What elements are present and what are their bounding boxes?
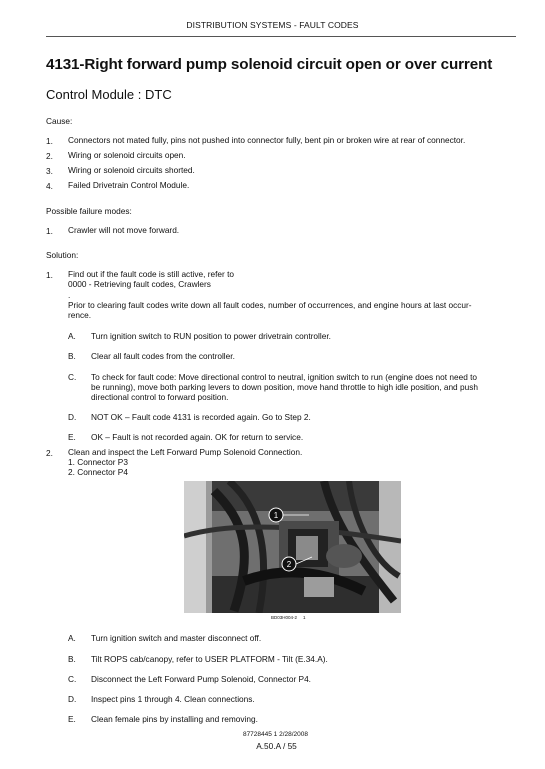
figure-caption bbox=[271, 615, 306, 620]
footer-doc-code: 87728445 1 2/28/2008 bbox=[242, 731, 309, 738]
step2-num: 2. bbox=[46, 448, 53, 458]
step2-sub-b-letter: B. bbox=[68, 654, 76, 664]
step2-line1: Clean and inspect the Left Forward Pump Solenoid Connection. bbox=[68, 447, 303, 457]
step2-line2: 1. Connector P3 bbox=[68, 457, 128, 467]
step1-sub-d-text: NOT OK – Fault code 4131 is recorded again. Go to Step 2. bbox=[91, 412, 311, 422]
header-rule bbox=[46, 36, 516, 37]
step2-line3: 2. Connector P4 bbox=[68, 467, 128, 477]
step1-reference-link[interactable]: 0000 - Retrieving fault codes, Crawlers bbox=[68, 279, 211, 289]
failure-item-1-num: 1. bbox=[46, 226, 53, 236]
step1-sub-b-letter: B. bbox=[68, 351, 76, 361]
step1-sub-a-letter: A. bbox=[68, 331, 76, 341]
step1-sub-e-text: OK – Fault is not recorded again. OK for return to service. bbox=[91, 432, 304, 442]
page-header: DISTRIBUTION SYSTEMS - FAULT CODES bbox=[186, 20, 359, 30]
step1-line4: rence. bbox=[68, 310, 92, 320]
control-module-heading: Control Module : DTC bbox=[46, 87, 172, 102]
callout-2-label: 2 bbox=[286, 560, 292, 569]
step1-line3: Prior to clearing fault codes write down all fault codes, number of occurrences, and engine hours at last occur- bbox=[68, 300, 472, 310]
step1-sub-a-text: Turn ignition switch to RUN position to power drivetrain controller. bbox=[91, 331, 331, 341]
solution-heading: Solution: bbox=[46, 250, 79, 260]
step2-sub-a-letter: A. bbox=[68, 633, 76, 643]
cause-item-2-text: Wiring or solenoid circuits open. bbox=[68, 150, 186, 160]
cause-item-4-num: 4. bbox=[46, 181, 53, 191]
cause-item-1-text: Connectors not mated fully, pins not pushed into connector fully, bent pin or broken wire at rear of connector. bbox=[68, 135, 466, 145]
cause-item-3-text: Wiring or solenoid circuits shorted. bbox=[68, 165, 195, 175]
step1-dot: . bbox=[68, 290, 71, 300]
page-title: 4131-Right forward pump solenoid circuit open or over current bbox=[46, 56, 493, 73]
callout-1-label: 1 bbox=[273, 511, 279, 520]
cause-item-2-num: 2. bbox=[46, 151, 53, 161]
step2-sub-a-text: Turn ignition switch and master disconnect off. bbox=[91, 633, 262, 643]
step2-sub-c-letter: C. bbox=[68, 674, 77, 684]
cause-item-4-text: Failed Drivetrain Control Module. bbox=[68, 180, 190, 190]
step1-sub-d-letter: D. bbox=[68, 412, 77, 422]
step2-sub-d-text: Inspect pins 1 through 4. Clean connections. bbox=[91, 694, 255, 704]
step1-sub-c-line2: be running), move both parking levers to down position, move hand throttle to high idle position, and push bbox=[91, 382, 478, 392]
cause-item-1-num: 1. bbox=[46, 136, 53, 146]
step2-sub-c-text: Disconnect the Left Forward Pump Solenoid, Connector P4. bbox=[91, 674, 311, 684]
step1-sub-c-letter: C. bbox=[68, 372, 77, 382]
pump-solenoid-photo bbox=[184, 481, 401, 613]
step2-sub-e-letter: E. bbox=[68, 714, 76, 724]
step1-line1: Find out if the fault code is still active, refer to bbox=[68, 269, 235, 279]
step1-sub-e-letter: E. bbox=[68, 432, 76, 442]
failure-item-1-text: Crawler will not move forward. bbox=[68, 225, 180, 235]
step2-sub-d-letter: D. bbox=[68, 694, 77, 704]
step1-num: 1. bbox=[46, 270, 53, 280]
failure-heading: Possible failure modes: bbox=[46, 206, 132, 216]
footer-page-number: A.50.A / 55 bbox=[256, 741, 297, 751]
step1-sub-b-text: Clear all fault codes from the controller. bbox=[91, 351, 235, 361]
cause-heading: Cause: bbox=[46, 116, 73, 126]
figure-caption-number: 1 bbox=[303, 615, 306, 620]
step1-sub-c-line1: To check for fault code: Move directional control to neutral, ignition switch to run (engine does not need to bbox=[91, 372, 478, 382]
figure-caption-id: BD03H004-2 bbox=[271, 615, 298, 620]
cause-item-3-num: 3. bbox=[46, 166, 53, 176]
step1-sub-c-line3: directional control to forward position. bbox=[91, 392, 229, 402]
step2-sub-b-text: Tilt ROPS cab/canopy, refer to USER PLATFORM - Tilt (E.34.A). bbox=[91, 654, 328, 664]
step2-sub-e-text: Clean female pins by installing and removing. bbox=[91, 714, 258, 724]
